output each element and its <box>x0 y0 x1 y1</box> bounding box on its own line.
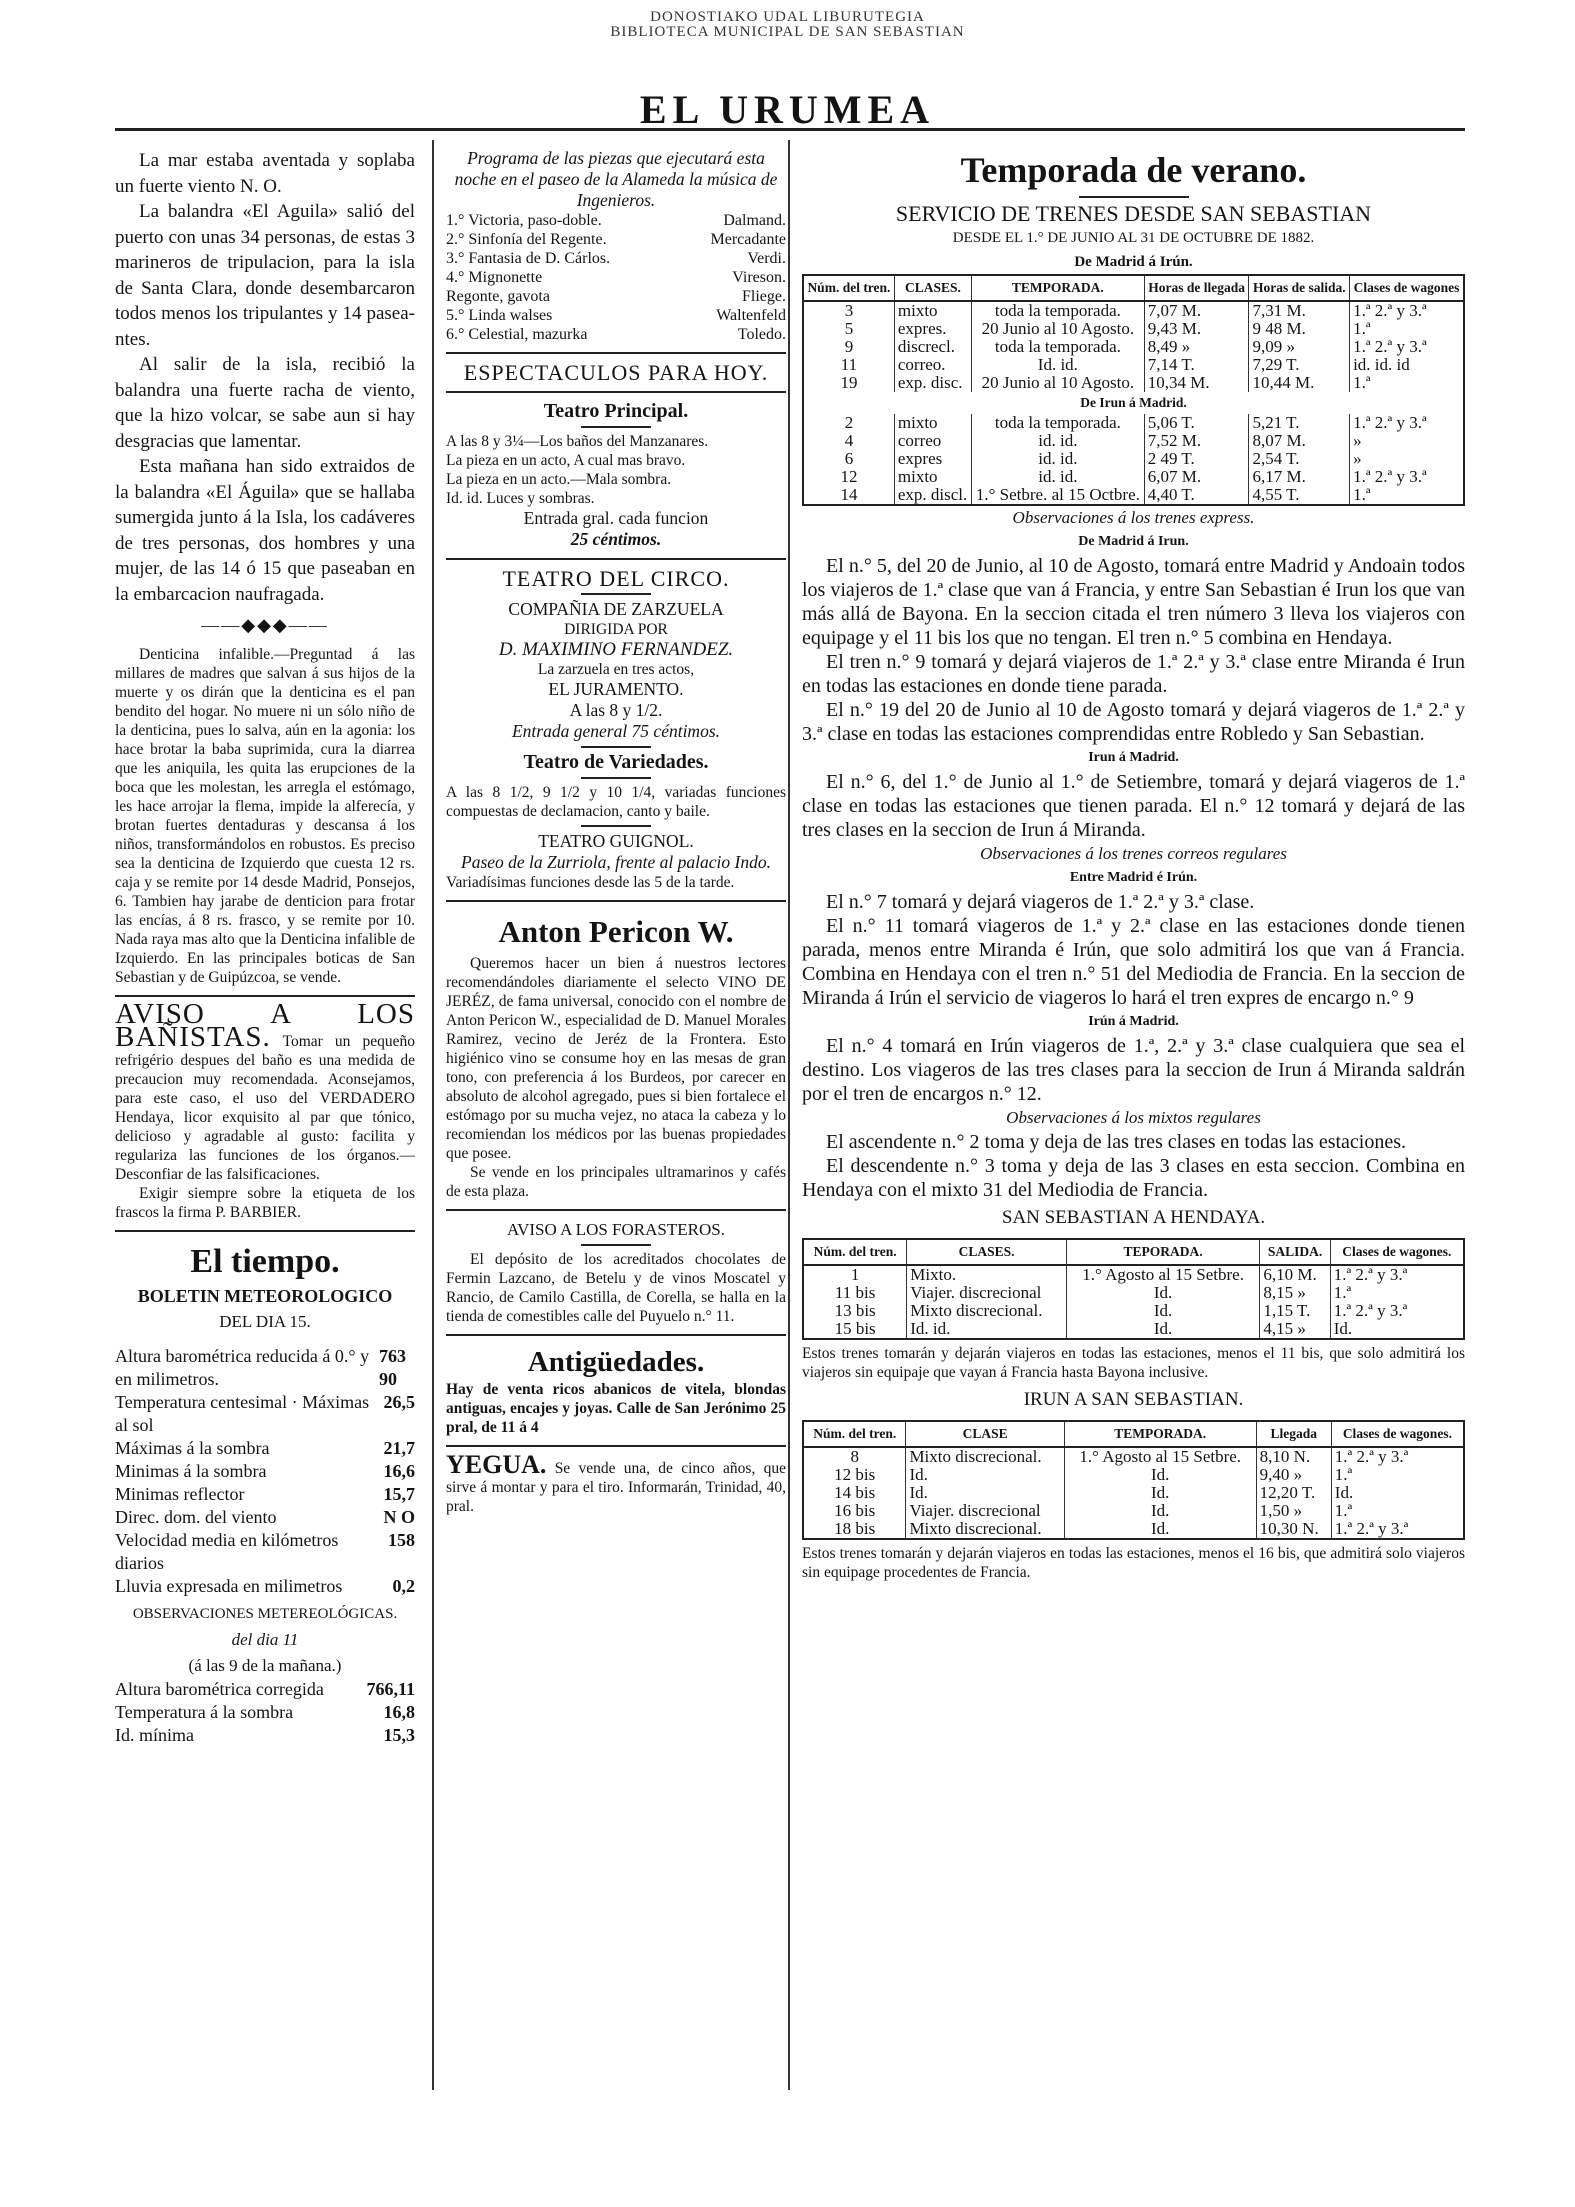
boletin-title: BOLETIN METEOROLOGICO <box>137 1285 393 1306</box>
programa-item <box>446 325 786 344</box>
weather-value: 766,11 <box>366 1679 415 1699</box>
weather-readings <box>115 1345 415 1598</box>
programa-author: Dalmand. <box>723 212 786 229</box>
train-cell: 10,34 M. <box>1144 374 1249 392</box>
train-cell: Id. <box>1064 1520 1256 1539</box>
train-row <box>803 301 1464 320</box>
weather-value: 21,7 <box>383 1437 415 1458</box>
table-header-cell: Horas de salida. <box>1249 275 1350 301</box>
section-rule <box>446 900 786 902</box>
hendaya-note: Estos trenes tomarán y dejarán viajeros en todas las estaciones, menos el 11 bis, que solo admitirá los viajeros sin equipaje que vayan á Francia hasta Bayona inclusive. <box>802 1345 1465 1381</box>
train-cell: 4,55 T. <box>1249 486 1350 505</box>
boletin-day: DEL DIA 15. <box>219 1312 311 1331</box>
train-cell: 1 <box>803 1265 907 1284</box>
obs-paragraph: El descendente n.° 3 toma y deja de las 3 clases en esta seccion. Combina en Hendaya con el mixto 31 del Mediodia de Francia. <box>802 1155 1465 1201</box>
yegua-title: YEGUA. <box>446 1450 547 1479</box>
weather-label: Direc. dom. del viento <box>115 1506 277 1527</box>
train-table-hendaya <box>802 1238 1465 1340</box>
train-cell: 9 48 M. <box>1249 320 1350 338</box>
train-cell: 2 49 T. <box>1144 450 1249 468</box>
irun-title: IRUN A SAN SEBASTIAN. <box>1023 1389 1244 1410</box>
train-cell: mixto <box>894 468 971 486</box>
train-cell: 1.ª 2.ª y 3.ª <box>1350 338 1464 356</box>
train-row <box>803 1520 1464 1539</box>
weather-row <box>115 1575 415 1598</box>
train-cell: 8,15 » <box>1260 1284 1330 1302</box>
antiguedades-text: Hay de venta ricos abanicos de vitela, blondas antiguas, encajes y joyas. Calle de San Jerónimo 25 pral, de 11 á 4 <box>446 1381 786 1436</box>
table-subheading: De Irun á Madrid. <box>1080 395 1187 410</box>
train-cell: 5,06 T. <box>1144 414 1249 432</box>
circo-entrada: Entrada general 75 céntimos. <box>511 721 721 741</box>
weather-label: Velocidad media en kilómetros diarios <box>115 1529 339 1573</box>
weather-row <box>115 1724 415 1747</box>
weather-row <box>115 1529 415 1575</box>
section-rule <box>446 391 786 393</box>
train-cell: mixto <box>894 301 971 320</box>
programa-author: Mercadante <box>710 231 786 248</box>
train-cell: correo <box>894 432 971 450</box>
newspaper-masthead: EL URUMEA <box>639 87 936 132</box>
train-cell: 16 bis <box>803 1502 906 1520</box>
ornament-divider: ——◆◆◆—— <box>201 615 329 635</box>
antiguedades-title: Antigüedades. <box>527 1346 705 1378</box>
train-cell: 1.ª <box>1331 1466 1464 1484</box>
train-cell: mixto <box>894 414 971 432</box>
train-cell: 20 Junio al 10 Agosto. <box>972 374 1145 392</box>
train-cell: id. id. <box>972 432 1145 450</box>
programa-item <box>446 249 786 268</box>
obs-paragraph: El n.° 7 tomará y dejará viageros de 1.ª 2.ª y 3.ª clase. <box>826 891 1255 913</box>
programa-author: Fliege. <box>742 288 786 305</box>
train-row <box>803 320 1464 338</box>
train-cell: 6,10 M. <box>1260 1265 1330 1284</box>
library-stamp: DONOSTIAKO UDAL LIBURUTEGIA BIBLIOTECA MUNICIPAL DE SAN SEBASTIAN <box>610 9 965 40</box>
table-header-cell: TEMPORADA. <box>1064 1421 1256 1447</box>
table-header-cell: Núm. del tren. <box>803 275 894 301</box>
weather-label: Minimas á la sombra <box>115 1460 267 1481</box>
variedades-title: Teatro de Variedades. <box>523 751 709 773</box>
teatro-principal-entrada: Entrada gral. cada funcion <box>523 508 709 528</box>
obs-paragraph: El ascendente n.° 2 toma y deja de las tres clases en todas las estaciones. <box>826 1131 1407 1153</box>
obs-route-title: De Madrid á Irun. <box>1078 534 1189 549</box>
train-cell: 8,10 N. <box>1256 1447 1331 1466</box>
pericon-text: Queremos hacer un bien á nuestros lectores recomendándoles diariamente el selecto VINO DE JERÉZ, de fama universal, conocido con el nombre de Anton Pericon W., especialidad de D. Manuel Morales Ramirez, vecino de Jeréz de la Frontera. Esto higiénico vino se consume hoy en las mesas de gran tono, con preferencia á los Burdeos, por carecer en absoluto de alcohol agregado, pues si bien fortalece el estómago por su mucha vejez, no ataca la cabeza y lo recomiendan los médicos por las buenas propiedades que posee. <box>446 955 786 1162</box>
train-cell: 2 <box>803 414 894 432</box>
denticina-ad: Denticina infalible.—Preguntad á las millares de madres que salvan á sus hijos de la muerte y os dirán que la denticina es el pan bendito del hogar. No muere ni un sólo niño de la denticina, pues lo salva, aún en la agonia: los hace brotar la baba suprimida, cura la diarrea que les aniquila, les quita las erupciones de la boca que les molestan, les arregla el estómago, les hace arrojar la flema, impide la alferecía, y brotan fuertes dentaduras y descansa á los niños, transformándolos en robustos. Es preciso sea la denticina de Izquierdo que cuesta 12 rs. caja y se remite por 14 desde Madrid, Ponsejos, 6. Tambien hay jarabe de denticion para frotar las encías, á 8 rs. frasco, y se remite por 10. Nada raya mas alto que la Denticina infalible de Izquierdo. En las principales boticas de San Sebastian y de Guipúzcoa, se vende. <box>115 645 415 986</box>
train-cell: Id. <box>1066 1284 1259 1302</box>
train-cell: 14 bis <box>803 1484 906 1502</box>
train-cell: Id. id. <box>907 1320 1067 1339</box>
obs-mixtos-title: Observaciones á los mixtos regulares <box>1006 1108 1261 1127</box>
train-cell: 1.° Agosto al 15 Setbre. <box>1064 1447 1256 1466</box>
train-cell: 1.ª 2.ª y 3.ª <box>1350 414 1464 432</box>
train-cell: 1,15 T. <box>1260 1302 1330 1320</box>
weather-label: Altura barométrica reducida á 0.° y en milimetros. <box>115 1345 370 1389</box>
table-header-cell: TEMPORADA. <box>972 275 1145 301</box>
table-header-cell: Llegada <box>1256 1421 1331 1447</box>
train-row <box>803 468 1464 486</box>
train-cell: 6,07 M. <box>1144 468 1249 486</box>
train-cell: 1.ª 2.ª y 3.ª <box>1350 468 1464 486</box>
programa-list <box>446 211 786 344</box>
train-cell: Id. id. <box>972 356 1145 374</box>
train-cell: 5 <box>803 320 894 338</box>
temporada-title: Temporada de verano. <box>960 150 1307 190</box>
circo-hora: A las 8 y 1/2. <box>569 700 663 720</box>
column-middle <box>446 148 786 1516</box>
teatro-principal-text: La pieza en un acto, A cual mas bravo. <box>446 452 686 469</box>
train-cell: 4 <box>803 432 894 450</box>
obs-paragraph: El n.° 4 tomará en Irún viageros de 1.ª, 2.ª y 3.ª clase cualquiera que sea el destino. Los viageros de las tres clases para la seccion de Irun á Miranda saldrán por el tren de encargos n.° 12. <box>802 1035 1465 1105</box>
weather-label: Minimas reflector <box>115 1483 245 1504</box>
weather-row <box>115 1437 415 1460</box>
column-right <box>802 148 1465 1582</box>
obs-correo-title: Observaciones á los trenes correos regulares <box>980 844 1287 863</box>
train-row <box>803 432 1464 450</box>
circo-title: TEATRO DEL CIRCO. <box>502 566 730 591</box>
train-cell: 1.ª <box>1350 320 1464 338</box>
guignol-title: TEATRO GUIGNOL. <box>538 831 694 851</box>
table-header-cell: Clases de wagones. <box>1330 1239 1464 1265</box>
weather-label: Temperatura á la sombra <box>115 1702 294 1722</box>
table-header-cell: Clases de wagones. <box>1331 1421 1464 1447</box>
news-paragraph: Al salir de la isla, recibió la balandra una fuerte racha de viento, que la hizo volcar, se sabe aun si hay desgracias que lamentar. <box>115 354 415 452</box>
section-rule <box>446 352 786 354</box>
train-table-irun <box>802 1420 1465 1540</box>
dirigida-label: DIRIGIDA POR <box>564 621 668 638</box>
train-cell: correo. <box>894 356 971 374</box>
train-cell: 1,50 » <box>1256 1502 1331 1520</box>
programa-item <box>446 230 786 249</box>
teatro-principal-title: Teatro Principal. <box>543 400 689 422</box>
route-madrid-irun: De Madrid á Irún. <box>1074 254 1193 270</box>
train-cell: 1.ª 2.ª y 3.ª <box>1350 301 1464 320</box>
weather-value: 16,6 <box>383 1460 415 1481</box>
train-cell: 6,17 M. <box>1249 468 1350 486</box>
banistas-signature: Exigir siempre sobre la etiqueta de los frascos la firma P. BARBIER. <box>115 1184 415 1221</box>
train-cell: » <box>1350 432 1464 450</box>
train-cell: Id. <box>906 1466 1064 1484</box>
train-cell: 7,14 T. <box>1144 356 1249 374</box>
programa-item <box>446 211 786 230</box>
banistas-title: AVISO A LOS BAÑISTAS. <box>115 997 415 1053</box>
train-cell: 10,44 M. <box>1249 374 1350 392</box>
guignol-text: Variadísimas funciones desde las 5 de la tarde. <box>446 874 735 891</box>
weather-value: 15,3 <box>383 1725 415 1745</box>
banistas-text: Tomar un pequeño refrigério despues del baño es una medida de precaucion muy recomendada. Aconsejamos, para este caso, el uso del VERDADERO Hendaya, licor exquisito al par que tónico, delicioso y agradable al gusto: facilita y regulariza las funciones de los órganos.—Desconfiar de las falsificaciones. <box>115 1032 415 1183</box>
train-cell: Id. <box>1331 1484 1464 1502</box>
weather-label: Altura barométrica corregida <box>115 1679 324 1699</box>
train-cell: Viajer. discrecional <box>907 1284 1067 1302</box>
teatro-principal-text: A las 8 y 3¼—Los baños del Manzanares. <box>446 433 709 450</box>
train-cell: 7,07 M. <box>1144 301 1249 320</box>
train-cell: 1.ª 2.ª y 3.ª <box>1330 1265 1464 1284</box>
news-paragraph: Esta mañana han sido extraidos de la balandra «El Águila» que se hallaba sumergida junto á la Isla, los cadáveres de tres personas, dos hombres y una mujer, de las 14 ó 15 que paseaban en la embarcacion naufragada. <box>115 456 415 605</box>
obs-route-title: Irun á Madrid. <box>1088 750 1179 765</box>
weather-title: El tiempo. <box>190 1242 340 1280</box>
director-name: D. MAXIMINO FERNANDEZ. <box>498 639 734 660</box>
train-cell: 3 <box>803 301 894 320</box>
train-row <box>803 374 1464 392</box>
obs-route-title: Entre Madrid é Irún. <box>1069 870 1198 885</box>
train-row <box>803 1284 1464 1302</box>
obs-express-title: Observaciones á los trenes express. <box>1012 508 1255 527</box>
weather-row <box>115 1345 415 1391</box>
train-cell: 8 <box>803 1447 906 1466</box>
train-cell: 19 <box>803 374 894 392</box>
weather-value: 763 90 <box>378 1345 406 1389</box>
train-row <box>803 356 1464 374</box>
weather-row <box>115 1506 415 1529</box>
train-cell: Viajer. discrecional <box>906 1502 1064 1520</box>
forasteros-text: El depósito de los acreditados chocolates de Fermin Lazcano, de Betelu y de vinos Moscatel y Rancio, de Camilo Castilla, de Corella, se halla en la tienda de comestibles calle del Puyuelo n.° 11. <box>446 1251 786 1325</box>
train-row <box>803 450 1464 468</box>
train-cell: 8,07 M. <box>1249 432 1350 450</box>
compania-title: COMPAÑIA DE ZARZUELA <box>508 599 724 619</box>
column-divider <box>788 140 790 2090</box>
train-cell: expres <box>894 450 971 468</box>
weather-label: Máximas á la sombra <box>115 1437 270 1458</box>
obs-paragraph: El n.° 5, del 20 de Junio, al 10 de Agosto, tomará entre Madrid y Andoain todos los viajeros de 1.ª clase que van á Francia, y entre San Sebastian é Irun los que van más allá de Bayona. En la seccion citada el tren número 3 lleva los viajeros con equipage y el 11 bis los que no tengan. El tren n.° 5 combina en Hendaya. <box>802 555 1465 649</box>
train-cell: 10,30 N. <box>1256 1520 1331 1539</box>
zarzuela-desc: La zarzuela en tres actos, <box>537 661 695 678</box>
train-cell: 1.ª <box>1331 1502 1464 1520</box>
train-cell: 13 bis <box>803 1302 907 1320</box>
weather-value: 0,2 <box>392 1575 415 1596</box>
programa-piece: 6.° Celestial, mazurka <box>446 326 588 343</box>
table-header-cell: SALIDA. <box>1260 1239 1330 1265</box>
train-cell: 1.ª <box>1350 486 1464 505</box>
weather-label: Temperatura centesimal · Máximas al sol <box>115 1391 370 1435</box>
train-cell: 9,09 » <box>1249 338 1350 356</box>
table-header-cell: CLASES. <box>907 1239 1067 1265</box>
weather-label: Id. mínima <box>115 1725 194 1745</box>
train-cell: Id. <box>1064 1466 1256 1484</box>
train-cell: 2,54 T. <box>1249 450 1350 468</box>
section-rule <box>115 1230 415 1232</box>
train-cell: id. id. <box>972 450 1145 468</box>
weather-row <box>115 1391 415 1437</box>
train-cell: Mixto discrecional. <box>906 1447 1064 1466</box>
servicio-dates: DESDE EL 1.° DE JUNIO AL 31 DE OCTUBRE DE 1882. <box>952 230 1315 246</box>
weather-value: 16,8 <box>383 1702 415 1722</box>
train-cell: Mixto discrecional. <box>907 1302 1067 1320</box>
teatro-principal-text: Id. id. Luces y sombras. <box>446 490 595 507</box>
servicio-title: SERVICIO DE TRENES DESDE SAN SEBASTIAN <box>895 201 1372 226</box>
programa-author: Toledo. <box>737 326 786 343</box>
banistas-ad <box>115 997 415 1184</box>
train-cell: 1.ª <box>1330 1284 1464 1302</box>
train-cell: 18 bis <box>803 1520 906 1539</box>
weather-value: 158 <box>388 1529 415 1550</box>
train-row <box>803 1466 1464 1484</box>
train-cell: 15 bis <box>803 1320 907 1339</box>
train-cell: 4,40 T. <box>1144 486 1249 505</box>
obs-route-title: Irún á Madrid. <box>1088 1014 1179 1029</box>
train-cell: 1.ª <box>1350 374 1464 392</box>
column-divider <box>432 140 434 2090</box>
train-cell: 7,29 T. <box>1249 356 1350 374</box>
table-header-cell: CLASE <box>906 1421 1064 1447</box>
train-cell: 12 bis <box>803 1466 906 1484</box>
section-rule <box>446 558 786 560</box>
train-row <box>803 414 1464 432</box>
pericon-title: Anton Pericon W. <box>498 914 734 949</box>
guignol-location: Paseo de la Zurriola, frente al palacio Indo. <box>461 852 771 872</box>
train-cell: 12 <box>803 468 894 486</box>
weather-label: Lluvia expresada en milimetros <box>115 1575 343 1596</box>
section-rule <box>115 995 415 997</box>
table-header-cell: Núm. del tren. <box>803 1239 907 1265</box>
train-cell: toda la temporada. <box>972 338 1145 356</box>
programa-piece: 4.° Mignonette <box>446 269 543 286</box>
train-row <box>803 1302 1464 1320</box>
programa-item <box>446 268 786 287</box>
train-row <box>803 486 1464 505</box>
column-left <box>115 148 415 1747</box>
train-cell: Mixto. <box>907 1265 1067 1284</box>
weather-value: N O <box>383 1506 415 1527</box>
train-cell: 1.ª 2.ª y 3.ª <box>1331 1447 1464 1466</box>
observations-title: OBSERVACIONES METEREOLÓGICAS. <box>132 1605 398 1622</box>
observations-day: del dia 11 <box>231 1630 299 1649</box>
table-subheading-row <box>803 392 1464 414</box>
train-cell: 9,43 M. <box>1144 320 1249 338</box>
irun-note: Estos trenes tomarán y dejarán viajeros en todas las estaciones, menos el 16 bis, que admitirá solo viajeros sin equipage procedentes de Francia. <box>802 1545 1465 1581</box>
train-cell: 4,15 » <box>1260 1320 1330 1339</box>
weather-readings-corrected <box>115 1678 415 1747</box>
train-cell: 1.° Setbre. al 15 Octbre. <box>972 486 1145 505</box>
section-rule <box>446 1209 786 1211</box>
section-rule <box>446 1445 786 1447</box>
train-cell: Id. <box>1064 1484 1256 1502</box>
train-cell: id. id. id <box>1350 356 1464 374</box>
train-cell: 5,21 T. <box>1249 414 1350 432</box>
weather-row <box>115 1460 415 1483</box>
obs-paragraph: El n.° 19 del 20 de Junio al 10 de Agosto tomará y dejará viageros de 1.ª 2.ª y 3.ª clase en todas las estaciones comprendidas entre Robledo y San Sebastian. <box>802 699 1465 745</box>
table-header-cell: Clases de wagones <box>1350 275 1464 301</box>
programa-author: Vireson. <box>732 269 786 286</box>
train-cell: 11 bis <box>803 1284 907 1302</box>
obs-paragraph: El n.° 11 tomará viageros de 1.ª y 2.ª clase en las estaciones donde tienen parada, menos entre Miranda é Irún, que solo admitirá los que van á Francia. Combina en Hendaya con el tren n.° 51 del Mediodia de Francia. En la seccion de Miranda á Irún el servicio de viageros lo hará el tren expres de encargo n.° 9 <box>802 915 1465 1009</box>
hendaya-title: SAN SEBASTIAN A HENDAYA. <box>1001 1207 1266 1228</box>
train-cell: toda la temporada. <box>972 414 1145 432</box>
train-cell: 9,40 » <box>1256 1466 1331 1484</box>
table-header-cell: Núm. del tren. <box>803 1421 906 1447</box>
programa-piece: 2.° Sinfonía del Regente. <box>446 231 607 248</box>
train-cell: 7,52 M. <box>1144 432 1249 450</box>
weather-row <box>115 1483 415 1506</box>
train-cell: 20 Junio al 10 Agosto. <box>972 320 1145 338</box>
train-cell: » <box>1350 450 1464 468</box>
espectaculos-title: ESPECTACULOS PARA HOY. <box>463 360 769 385</box>
train-cell: 8,49 » <box>1144 338 1249 356</box>
programa-piece: Regonte, gavota <box>446 288 550 305</box>
train-row <box>803 1502 1464 1520</box>
train-cell: 1.ª 2.ª y 3.ª <box>1330 1302 1464 1320</box>
train-cell: 6 <box>803 450 894 468</box>
obs-paragraph: El n.° 6, del 1.° de Junio al 1.° de Setiembre, tomará y dejará viageros de 1.ª clase en todas las estaciones que tienen parada. El n.° 12 tomará y dejará de las tres clases en la seccion de Irun á Miranda. <box>802 771 1465 841</box>
variedades-text: A las 8 1/2, 9 1/2 y 10 1/4, variadas funciones compuestas de declamacion, canto y baile. <box>446 784 786 820</box>
teatro-principal-text: La pieza en un acto.—Mala sombra. <box>446 471 672 488</box>
table-header-cell: Horas de llegada <box>1144 275 1249 301</box>
programa-piece: 5.° Linda walses <box>446 307 553 324</box>
weather-row <box>115 1678 415 1701</box>
train-cell: 1.° Agosto al 15 Setbre. <box>1066 1265 1259 1284</box>
forasteros-title: AVISO A LOS FORASTEROS. <box>507 1220 725 1239</box>
programa-item <box>446 306 786 325</box>
programa-intro: Programa de las piezas que ejecutará esta noche en el paseo de la Alameda la música de Ingenieros. <box>454 148 778 210</box>
weather-value: 15,7 <box>383 1483 415 1504</box>
train-cell: Id. <box>1066 1302 1259 1320</box>
train-cell: exp. discl. <box>894 486 971 505</box>
train-cell: 14 <box>803 486 894 505</box>
programa-author: Verdi. <box>747 250 786 267</box>
programa-piece: 1.° Victoria, paso-doble. <box>446 212 602 229</box>
train-cell: exp. disc. <box>894 374 971 392</box>
train-cell: 12,20 T. <box>1256 1484 1331 1502</box>
train-row <box>803 1265 1464 1284</box>
table-header-cell: CLASES. <box>894 275 971 301</box>
zarzuela-title: EL JURAMENTO. <box>548 679 684 699</box>
yegua-text: Se vende una, de cinco años, que sirve á montar y para el tiro. Informarán, Trinidad, 40, pral. <box>446 1460 786 1515</box>
section-rule <box>446 1334 786 1336</box>
train-cell: Id. <box>1064 1502 1256 1520</box>
train-cell: Id. <box>1330 1320 1464 1339</box>
obs-paragraph: El tren n.° 9 tomará y dejará viajeros de 1.ª 2.ª y 3.ª clase entre Miranda é Irun en todas las estaciones en donde tiene parada. <box>802 651 1465 697</box>
programa-author: Waltenfeld <box>716 307 786 324</box>
train-cell: expres. <box>894 320 971 338</box>
weather-value: 26,5 <box>383 1391 415 1412</box>
yegua-ad <box>446 1450 786 1516</box>
train-row <box>803 1447 1464 1466</box>
train-cell: discrecl. <box>894 338 971 356</box>
train-cell: Id. <box>906 1484 1064 1502</box>
train-row <box>803 338 1464 356</box>
programa-piece: 3.° Fantasia de D. Cárlos. <box>446 250 611 267</box>
observations-time: (á las 9 de la mañana.) <box>188 1655 342 1675</box>
train-cell: 1.ª 2.ª y 3.ª <box>1331 1520 1464 1539</box>
programa-item <box>446 287 786 306</box>
train-cell: toda la temporada. <box>972 301 1145 320</box>
train-cell: 7,31 M. <box>1249 301 1350 320</box>
teatro-principal-price: 25 céntimos. <box>570 529 662 549</box>
weather-row <box>115 1701 415 1724</box>
train-cell: 9 <box>803 338 894 356</box>
table-header-cell: TEPORADA. <box>1066 1239 1259 1265</box>
masthead-rule <box>115 128 1465 131</box>
news-paragraph: La mar estaba aventada y soplaba un fuerte viento N. O. <box>115 150 415 197</box>
train-row <box>803 1484 1464 1502</box>
train-cell: Mixto discrecional. <box>906 1520 1064 1539</box>
train-table-madrid-irun <box>802 274 1465 506</box>
train-cell: Id. <box>1066 1320 1259 1339</box>
train-row <box>803 1320 1464 1339</box>
train-cell: id. id. <box>972 468 1145 486</box>
news-paragraph: La balandra «El Aguila» salió del puerto con unas 34 personas, de estas 3 marineros de tripulacion, para la isla de Santa Clara, donde desembarcaron todos menos los tripulantes y 14 paseantes. <box>115 201 415 350</box>
train-cell: 11 <box>803 356 894 374</box>
pericon-end: Se vende en los principales ultramarinos y cafés de esta plaza. <box>446 1164 786 1200</box>
